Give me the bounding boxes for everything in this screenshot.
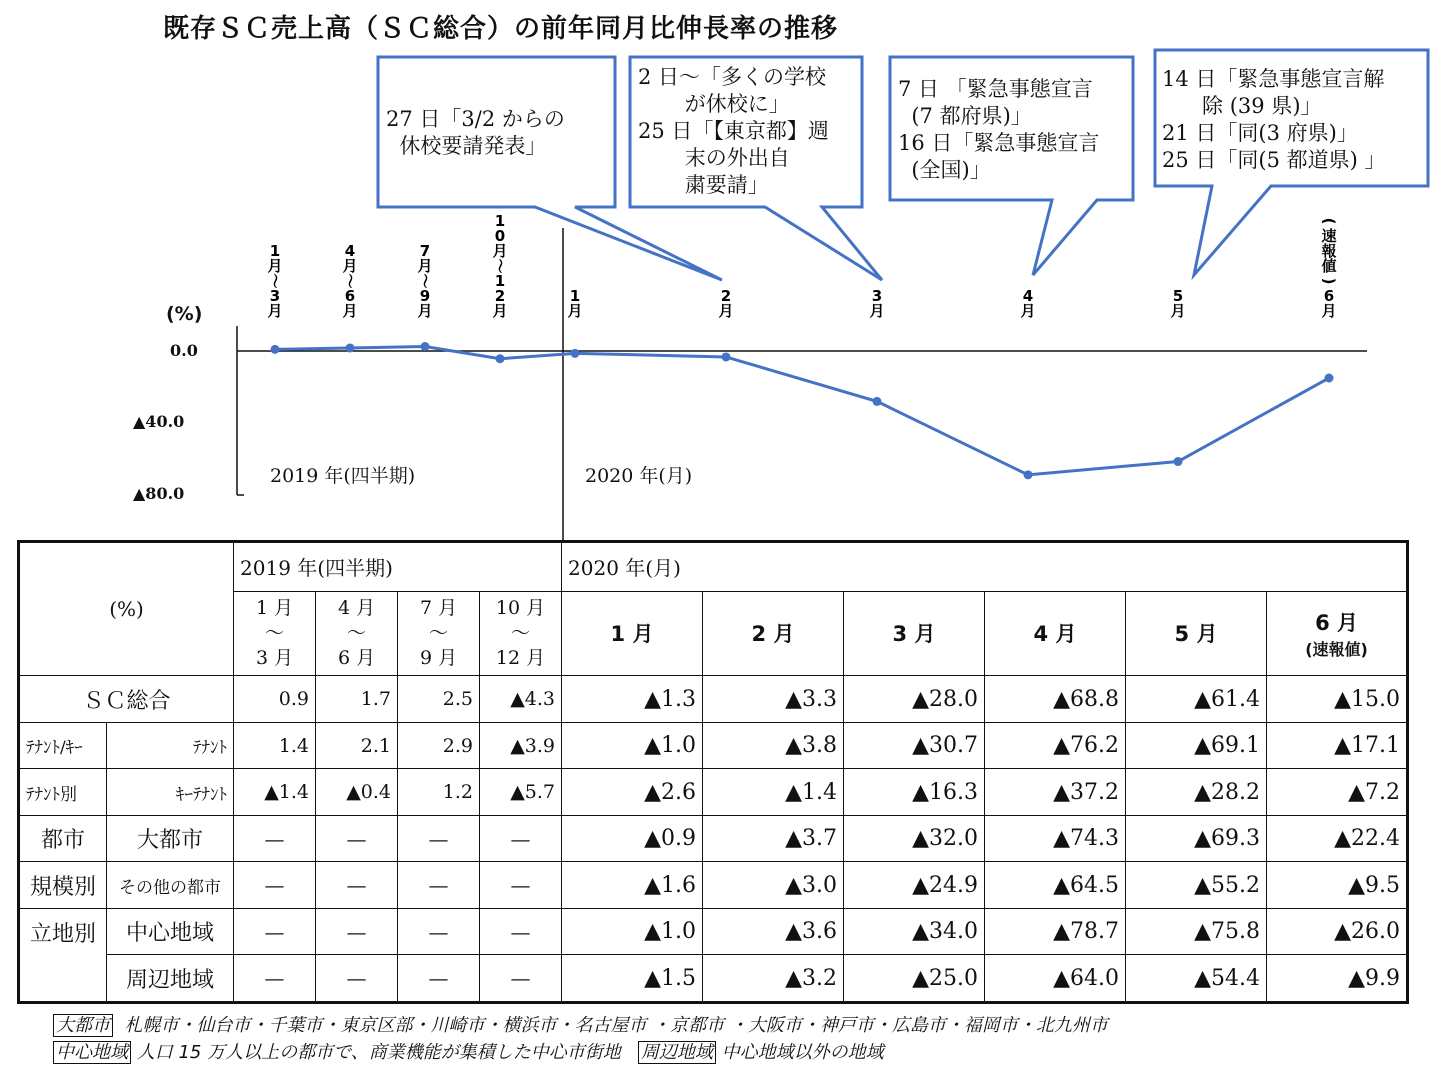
x-tick-char: 1 (569, 287, 581, 305)
cell: — (398, 908, 480, 955)
cell: ▲64.5 (985, 862, 1126, 909)
header-m3: 3 月 (844, 591, 985, 676)
cell: 0.9 (234, 676, 316, 723)
data-point (722, 352, 731, 361)
x-tick-char: 月 (267, 257, 283, 275)
x-tick-label (1020, 287, 1035, 320)
header-m5: 5 月 (1126, 591, 1267, 676)
group-label-2020: 2020 年(月) (585, 465, 693, 487)
x-tick-char: 6 (344, 287, 356, 305)
callout-2-text: 2 日～「多くの学校 が休校に」 25 日「【東京都】週 末の外出自 粛要請」 (638, 65, 829, 197)
table-row (19, 769, 1408, 816)
cell: ▲1.3 (562, 676, 703, 723)
x-tick-char: 9 (419, 287, 431, 305)
row-label: 周辺地域 (107, 955, 234, 1003)
cell: — (316, 908, 398, 955)
data-point (346, 343, 355, 352)
x-tick-char: 月 (342, 302, 358, 320)
x-tick-char: 1 (494, 212, 506, 230)
x-tick-char: 月 (492, 302, 508, 320)
x-tick-char: 速 (1321, 227, 1337, 245)
header-q2: 4 月 〜 6 月 (316, 591, 398, 676)
x-tick-label (341, 242, 359, 320)
cell: ▲25.0 (844, 955, 985, 1003)
cell: ▲3.3 (703, 676, 844, 723)
cell: ▲9.5 (1267, 862, 1408, 909)
cell: ▲2.6 (562, 769, 703, 816)
cell: ▲3.0 (703, 862, 844, 909)
x-tick-char: 〜 (416, 273, 434, 289)
x-tick-char: 4 (344, 242, 356, 260)
cell: ▲4.3 (480, 676, 562, 723)
x-tick-char: 月 (567, 302, 583, 320)
row-label: 大都市 (107, 815, 234, 862)
x-tick-label (416, 242, 434, 320)
table-row (19, 862, 1408, 909)
header-m6: 6 月 (速報値) (1267, 591, 1408, 676)
cell: — (316, 862, 398, 909)
category-label: 規模別 (19, 862, 107, 909)
x-tick-char: 月 (417, 302, 433, 320)
series-line (275, 347, 1329, 475)
cell: 2.5 (398, 676, 480, 723)
row-label: ﾃﾅﾝﾄ (107, 722, 234, 769)
cell: ▲22.4 (1267, 815, 1408, 862)
cell: ▲1.4 (234, 769, 316, 816)
row-label: ｷｰﾃﾅﾝﾄ (107, 769, 234, 816)
cell: ▲61.4 (1126, 676, 1267, 723)
y-tick-1: ▲40.0 (133, 412, 185, 431)
table-row (19, 815, 1408, 862)
cell: ▲0.9 (562, 815, 703, 862)
cell: 1.4 (234, 722, 316, 769)
x-tick-char: 値 (1321, 257, 1337, 275)
x-tick-char: 4 (1022, 287, 1034, 305)
x-tick-label (567, 287, 582, 320)
category-label: ﾃﾅﾝﾄ/ｷｰ (19, 722, 107, 769)
category-label: 立地別 (19, 908, 107, 1002)
row-label: その他の都市 (107, 862, 234, 909)
x-tick-char: 7 (419, 242, 431, 260)
x-tick-label (1170, 287, 1185, 320)
category-label: ﾃﾅﾝﾄ別 (19, 769, 107, 816)
header-2019: 2019 年(四半期) (234, 542, 562, 592)
note-text-central: 人口 15 万人以上の都市で、商業機能が集積した中心市街地 (136, 1042, 621, 1063)
data-point (496, 354, 505, 363)
cell: ▲9.9 (1267, 955, 1408, 1003)
x-tick-label (718, 287, 733, 320)
footnotes (53, 1012, 1108, 1066)
table-row (19, 955, 1408, 1003)
x-tick-char: 〜 (341, 273, 359, 289)
category-label: 都市 (19, 815, 107, 862)
cell: — (480, 862, 562, 909)
cell: ▲54.4 (1126, 955, 1267, 1003)
note-tag-central: 中心地域 (53, 1041, 131, 1064)
cell: ▲78.7 (985, 908, 1126, 955)
data-point (873, 397, 882, 406)
data-point (1174, 457, 1183, 466)
table-row (19, 908, 1408, 955)
x-tick-char: 月 (267, 302, 283, 320)
cell: — (480, 908, 562, 955)
cell: ▲28.2 (1126, 769, 1267, 816)
callout-4-text: 14 日「緊急事態宣言解 除 (39 県)」 21 日「同(3 府県)」 25 日「同(5 都道県) 」 (1162, 67, 1386, 172)
header-m2: 2 月 (703, 591, 844, 676)
cell: ▲37.2 (985, 769, 1126, 816)
cell: ▲26.0 (1267, 908, 1408, 955)
callout-3-text: 7 日 「緊急事態宣言 (7 都府県)」 16 日「緊急事態宣言 (全国)」 (898, 77, 1100, 182)
table-row (19, 676, 1408, 723)
callout-1-text: 27 日「3/2 からの 休校要請発表」 (386, 107, 565, 158)
cell: — (480, 815, 562, 862)
x-tick-char: 6 (1323, 287, 1335, 305)
cell: ▲1.6 (562, 862, 703, 909)
data-point (571, 349, 580, 358)
y-tick-2: ▲80.0 (133, 484, 185, 503)
chart-title: 既存ＳＣ売上高（ＳＣ総合）の前年同月比伸長率の推移 (163, 14, 839, 44)
x-tick-char: ( (1320, 217, 1338, 225)
cell: 2.9 (398, 722, 480, 769)
x-tick-char: 報 (1321, 242, 1337, 260)
header-q1: 1 月 〜 3 月 (234, 591, 316, 676)
cell: — (316, 955, 398, 1003)
note-tag-major-city: 大都市 (53, 1014, 113, 1037)
cell: ▲64.0 (985, 955, 1126, 1003)
cell: — (234, 815, 316, 862)
group-label-2019: 2019 年(四半期) (270, 465, 416, 487)
cell: 1.2 (398, 769, 480, 816)
cell: — (480, 955, 562, 1003)
cell: — (398, 815, 480, 862)
cell: 1.7 (316, 676, 398, 723)
x-tick-label (869, 287, 884, 320)
cell: ▲34.0 (844, 908, 985, 955)
cell: — (234, 908, 316, 955)
x-tick-char: 月 (417, 257, 433, 275)
x-tick-label (491, 212, 509, 320)
x-tick-char: 5 (1172, 287, 1184, 305)
data-point (1024, 470, 1033, 479)
x-tick-char: 2 (494, 287, 506, 305)
cell: ▲7.2 (1267, 769, 1408, 816)
cell: ▲30.7 (844, 722, 985, 769)
cell: ▲3.6 (703, 908, 844, 955)
x-tick-label (266, 242, 284, 320)
cell: ▲17.1 (1267, 722, 1408, 769)
cell: ▲74.3 (985, 815, 1126, 862)
x-tick-char: 〜 (491, 258, 509, 274)
data-point (1325, 374, 1334, 383)
cell: ▲3.7 (703, 815, 844, 862)
x-tick-char: 月 (342, 257, 358, 275)
cell: ▲1.4 (703, 769, 844, 816)
x-tick-char: 月 (1020, 302, 1036, 320)
row-label: ＳＣ総合 (19, 676, 234, 723)
cell: — (398, 862, 480, 909)
x-tick-char: 1 (494, 272, 506, 290)
cell: ▲75.8 (1126, 908, 1267, 955)
header-m1: 1 月 (562, 591, 703, 676)
cell: ▲1.0 (562, 908, 703, 955)
cell: ▲24.9 (844, 862, 985, 909)
x-tick-char: 3 (269, 287, 281, 305)
cell: ▲3.8 (703, 722, 844, 769)
cell: ▲69.1 (1126, 722, 1267, 769)
x-tick-char: 月 (869, 302, 885, 320)
cell: ▲76.2 (985, 722, 1126, 769)
y-tick-0: 0.0 (170, 341, 198, 360)
x-tick-char: 0 (494, 227, 506, 245)
x-tick-char: 1 (269, 242, 281, 260)
cell: ▲5.7 (480, 769, 562, 816)
cell: ▲68.8 (985, 676, 1126, 723)
cell: ▲0.4 (316, 769, 398, 816)
table-row (19, 722, 1408, 769)
cell: ▲55.2 (1126, 862, 1267, 909)
cell: — (234, 862, 316, 909)
x-tick-char: 月 (1321, 302, 1337, 320)
x-tick-char: 月 (718, 302, 734, 320)
cell: — (316, 815, 398, 862)
x-tick-char: 3 (871, 287, 883, 305)
cell: ▲1.0 (562, 722, 703, 769)
x-tick-char: 月 (492, 242, 508, 260)
cell: ▲3.9 (480, 722, 562, 769)
data-point (271, 345, 280, 354)
x-tick-char: ) (1320, 277, 1338, 285)
cell: ▲28.0 (844, 676, 985, 723)
row-label: 中心地域 (107, 908, 234, 955)
note-text-major-city: 札幌市・仙台市・千葉市・東京区部・川崎市・横浜市・名古屋市 ・京都市 ・大阪市・神戸市・広島市・福岡市・北九州市 (124, 1015, 1108, 1036)
cell: ▲3.2 (703, 955, 844, 1003)
x-tick-char: 2 (720, 287, 732, 305)
data-point (421, 342, 430, 351)
header-2020: 2020 年(月) (562, 542, 1408, 592)
cell: ▲16.3 (844, 769, 985, 816)
header-q4: 10 月 〜 12 月 (480, 591, 562, 676)
y-axis-unit: (%) (166, 303, 203, 325)
cell: — (234, 955, 316, 1003)
cell: ▲1.5 (562, 955, 703, 1003)
cell: 2.1 (316, 722, 398, 769)
cell: — (398, 955, 480, 1003)
x-tick-char: 月 (1170, 302, 1186, 320)
cell: ▲69.3 (1126, 815, 1267, 862)
header-q3: 7 月 〜 9 月 (398, 591, 480, 676)
note-text-peripheral: 中心地域以外の地域 (721, 1042, 884, 1063)
cell: ▲15.0 (1267, 676, 1408, 723)
data-table (17, 540, 1409, 1004)
x-tick-label (1320, 218, 1338, 320)
header-m4: 4 月 (985, 591, 1126, 676)
cell: ▲32.0 (844, 815, 985, 862)
table-corner: (%) (19, 542, 234, 676)
x-tick-char: 〜 (266, 273, 284, 289)
note-tag-peripheral: 周辺地域 (638, 1041, 716, 1064)
